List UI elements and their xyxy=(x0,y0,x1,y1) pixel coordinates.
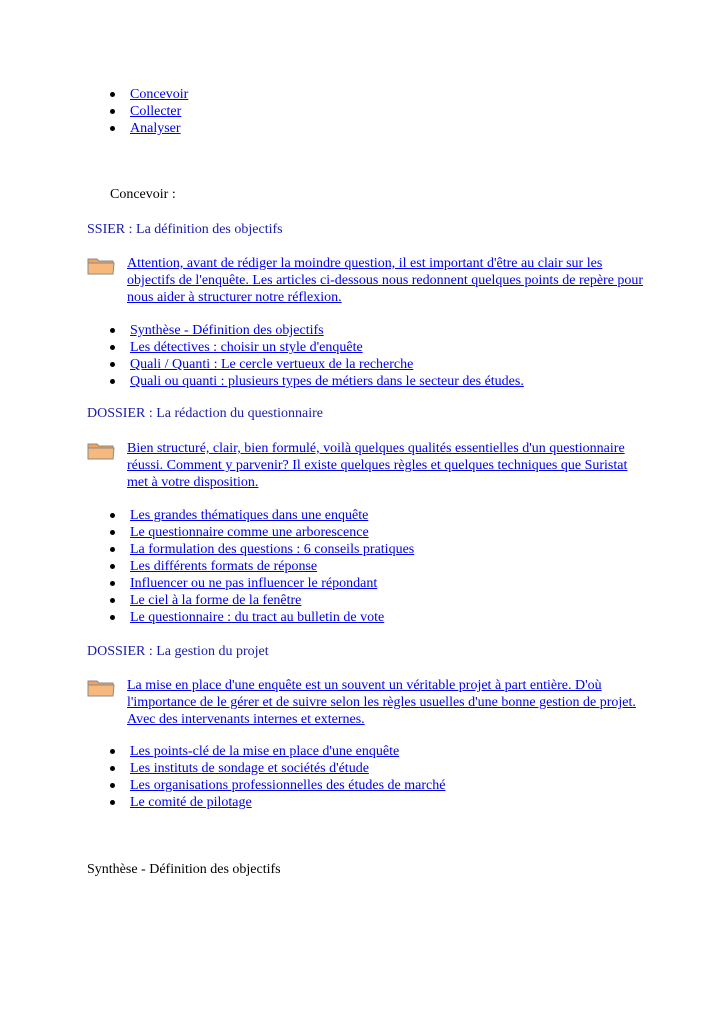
top-nav-list xyxy=(110,86,188,137)
bullet-icon xyxy=(110,109,115,114)
list-item xyxy=(110,609,414,626)
bullet-icon xyxy=(110,783,115,788)
list-item xyxy=(110,339,524,356)
article-link[interactable]: Le ciel à la forme de la fenêtre xyxy=(130,593,302,608)
dossier-intro-objectifs xyxy=(87,255,647,307)
article-link[interactable]: La formulation des questions : 6 conseils pratiques xyxy=(130,542,415,557)
article-link[interactable]: Le comité de pilotage xyxy=(130,795,252,810)
list-item xyxy=(110,592,414,609)
dossier-intro-questionnaire xyxy=(87,440,647,492)
nav-link-analyser[interactable]: Analyser xyxy=(130,121,181,136)
nav-link-collecter[interactable]: Collecter xyxy=(130,104,182,119)
bullet-icon xyxy=(110,598,115,603)
article-link[interactable]: Synthèse - Définition des objectifs xyxy=(130,323,324,338)
dossier-title-gestion: DOSSIER : La gestion du projet xyxy=(87,644,269,659)
folder-icon xyxy=(87,256,115,276)
dossier-links-questionnaire xyxy=(110,507,414,626)
folder-icon xyxy=(87,678,115,698)
article-link[interactable]: Le questionnaire : du tract au bulletin de vote xyxy=(130,610,385,625)
dossier-links-objectifs xyxy=(110,322,524,390)
footer-heading: Synthèse - Définition des objectifs xyxy=(87,862,281,877)
bullet-icon xyxy=(110,581,115,586)
list-item xyxy=(110,322,524,339)
bullet-icon xyxy=(110,766,115,771)
bullet-icon xyxy=(110,328,115,333)
section-heading: Concevoir : xyxy=(110,187,176,202)
bullet-icon xyxy=(110,530,115,535)
bullet-icon xyxy=(110,547,115,552)
bullet-icon xyxy=(110,513,115,518)
list-item xyxy=(110,103,188,120)
dossier-links-gestion xyxy=(110,743,445,811)
list-item xyxy=(110,743,445,760)
bullet-icon xyxy=(110,379,115,384)
nav-link-concevoir[interactable]: Concevoir xyxy=(130,87,189,102)
article-link[interactable]: Les points-clé de la mise en place d'une enquête xyxy=(130,744,400,759)
bullet-icon xyxy=(110,800,115,805)
list-item xyxy=(110,541,414,558)
bullet-icon xyxy=(110,749,115,754)
bullet-icon xyxy=(110,345,115,350)
list-item xyxy=(110,760,445,777)
dossier-intro-link-questionnaire[interactable]: Bien structuré, clair, bien formulé, voilà quelques qualités essentielles d'un questionnaire réussi. Comment y parvenir? Il existe quelques règles et quelques techniques que Suristat met à votre disposition. xyxy=(127,441,628,490)
article-link[interactable]: Les organisations professionnelles des études de marché xyxy=(130,778,446,793)
article-link[interactable]: Les instituts de sondage et sociétés d'étude xyxy=(130,761,369,776)
dossier-intro-link-gestion[interactable]: La mise en place d'une enquête est un souvent un véritable projet à part entière. D'où l'importance de le gérer et de suivre selon les règles usuelles d'une bonne gestion de projet. Avec des intervenants internes et externes. xyxy=(127,678,636,727)
article-link[interactable]: Le questionnaire comme une arborescence xyxy=(130,525,369,540)
list-item xyxy=(110,558,414,575)
list-item xyxy=(110,507,414,524)
dossier-title-questionnaire: DOSSIER : La rédaction du questionnaire xyxy=(87,406,324,421)
article-link[interactable]: Influencer ou ne pas influencer le répondant xyxy=(130,576,378,591)
article-link[interactable]: Quali ou quanti : plusieurs types de métiers dans le secteur des études. xyxy=(130,374,524,389)
list-item xyxy=(110,86,188,103)
list-item xyxy=(110,373,524,390)
list-item xyxy=(110,524,414,541)
bullet-icon xyxy=(110,126,115,131)
list-item xyxy=(110,794,445,811)
bullet-icon xyxy=(110,615,115,620)
list-item xyxy=(110,120,188,137)
article-link[interactable]: Quali / Quanti : Le cercle vertueux de la recherche xyxy=(130,357,414,372)
list-item xyxy=(110,575,414,592)
bullet-icon xyxy=(110,564,115,569)
list-item xyxy=(110,356,524,373)
dossier-intro-link-objectifs[interactable]: Attention, avant de rédiger la moindre question, il est important d'être au clair sur les objectifs de l'enquête. Les articles ci-dessous nous redonnent quelques points de repère pour nous aider à structurer notre réflexion. xyxy=(127,256,644,305)
dossier-intro-gestion xyxy=(87,677,647,729)
article-link[interactable]: Les différents formats de réponse xyxy=(130,559,318,574)
article-link[interactable]: Les grandes thématiques dans une enquête xyxy=(130,508,369,523)
folder-icon xyxy=(87,441,115,461)
dossier-title-objectifs: SSIER : La définition des objectifs xyxy=(87,222,283,237)
list-item xyxy=(110,777,445,794)
bullet-icon xyxy=(110,362,115,367)
article-link[interactable]: Les détectives : choisir un style d'enquête xyxy=(130,340,363,355)
bullet-icon xyxy=(110,92,115,97)
